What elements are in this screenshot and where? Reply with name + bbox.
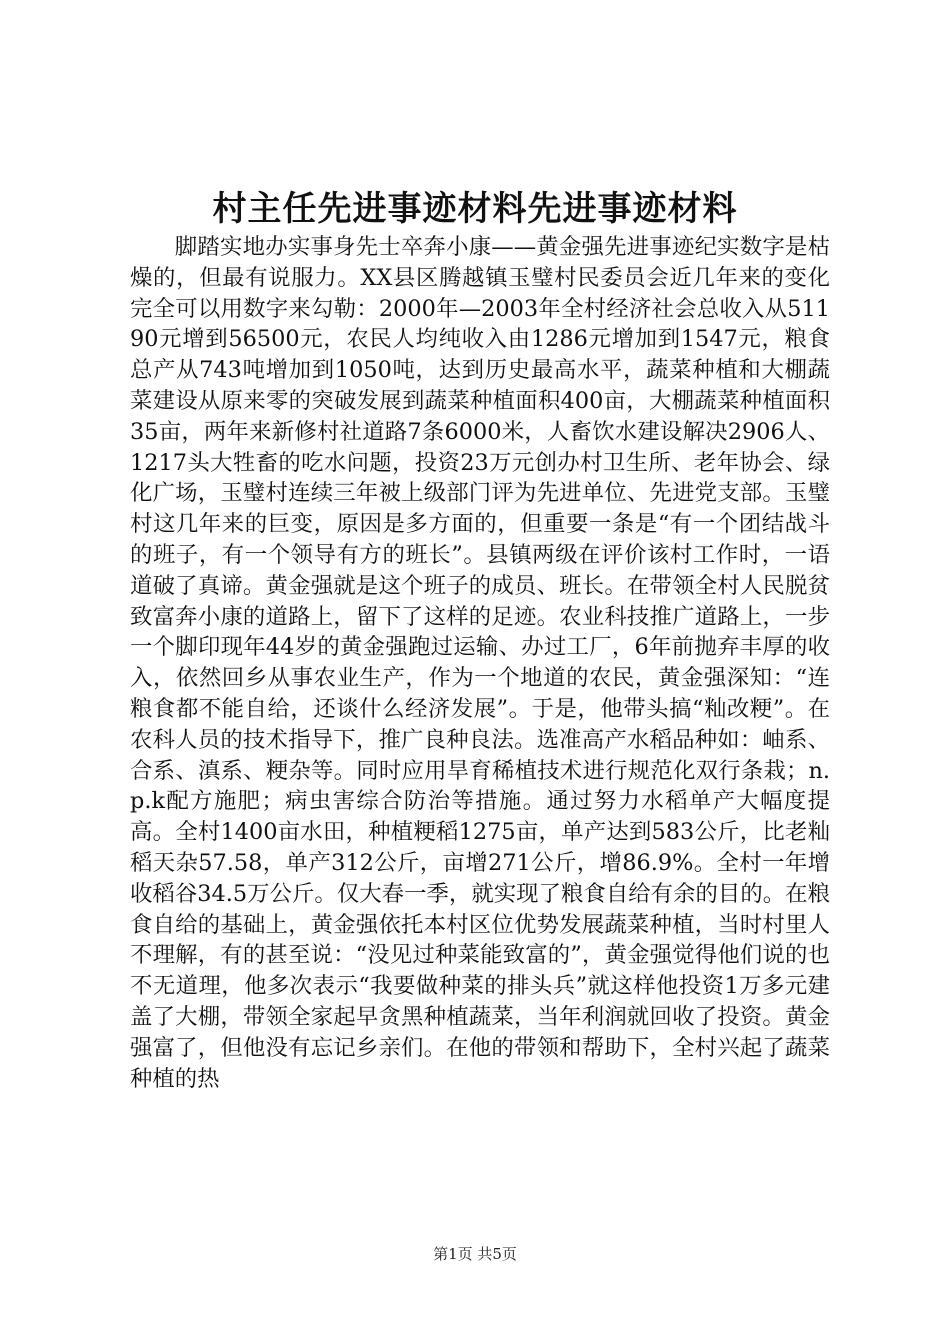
page-footer: 第1页 共5页 <box>433 1245 517 1263</box>
document-title: 村主任先进事迹材料先进事迹材料 <box>212 189 738 229</box>
body-paragraph: 脚踏实地办实事身先士卒奔小康——黄金强先进事迹纪实数字是枯燥的，但最有说服力。XX县区腾越镇玉璧村民委员会近几年来的变化完全可以用数字来勾勒：2000年—2003年全村经济社会总收入从51190元增到56500元，农民人均纯收入由1286元增加到1547元，粮食总产从743吨增加到1050吨，达到历史最高水平，蔬菜种植和大棚蔬菜建设从原来零的突破发展到蔬菜种植面积400亩，大棚蔬菜种植面积35亩，两年来新修村社道路7条6000米，人畜饮水建设解决2906人、1217头大牲畜的吃水问题，投资23万元创办村卫生所、老年协会、绿化广场，玉璧村连续三年被上级部门评为先进单位、先进党支部。玉璧村这几年来的巨变，原因是多方面的，但重要一条是“有一个团结战斗的班子，有一个领导有方的班长”。县镇两级在评价该村工作时，一语道破了真谛。黄金强就是这个班子的成员、班长。在带领全村人民脱贫致富奔小康的道路上，留下了这样的足迹。农业科技推广道路上，一步一个脚印现年44岁的黄金强跑过运输、办过工厂，6年前抛弃丰厚的收入，依然回乡从事农业生产，作为一个地道的农民，黄金强深知：“连粮食都不能自给，还谈什么经济发展”。于是，他带头搞“籼改粳”。在农科人员的技术指导下，推广良种良法。选准高产水稻品种如：岫系、合系、滇系、粳杂等。同时应用旱育稀植技术进行规范化双行条栽；n.p.k配方施肥；病虫害综合防治等措施。通过努力水稻单产大幅度提高。全村1400亩水田，种植粳稻1275亩，单产达到583公斤，比老籼稻天杂57.58，单产312公斤，亩增271公斤，增86.9%。全村一年增收稻谷34.5万公斤。仅大春一季，就实现了粮食自给有余的目的。在粮食自给的基础上，黄金强依托本村区位优势发展蔬菜种植，当时村里人不理解，有的甚至说：“没见过种菜能致富的”，黄金强觉得他们说的也不无道理，他多次表示“我要做种菜的排头兵”就这样他投资1万多元建盖了大棚，带领全家起早贪黑种植蔬菜，当年利润就回收了投资。黄金强富了，但他没有忘记乡亲们。在他的带领和帮助下，全村兴起了蔬菜种植的热 <box>130 234 830 1092</box>
